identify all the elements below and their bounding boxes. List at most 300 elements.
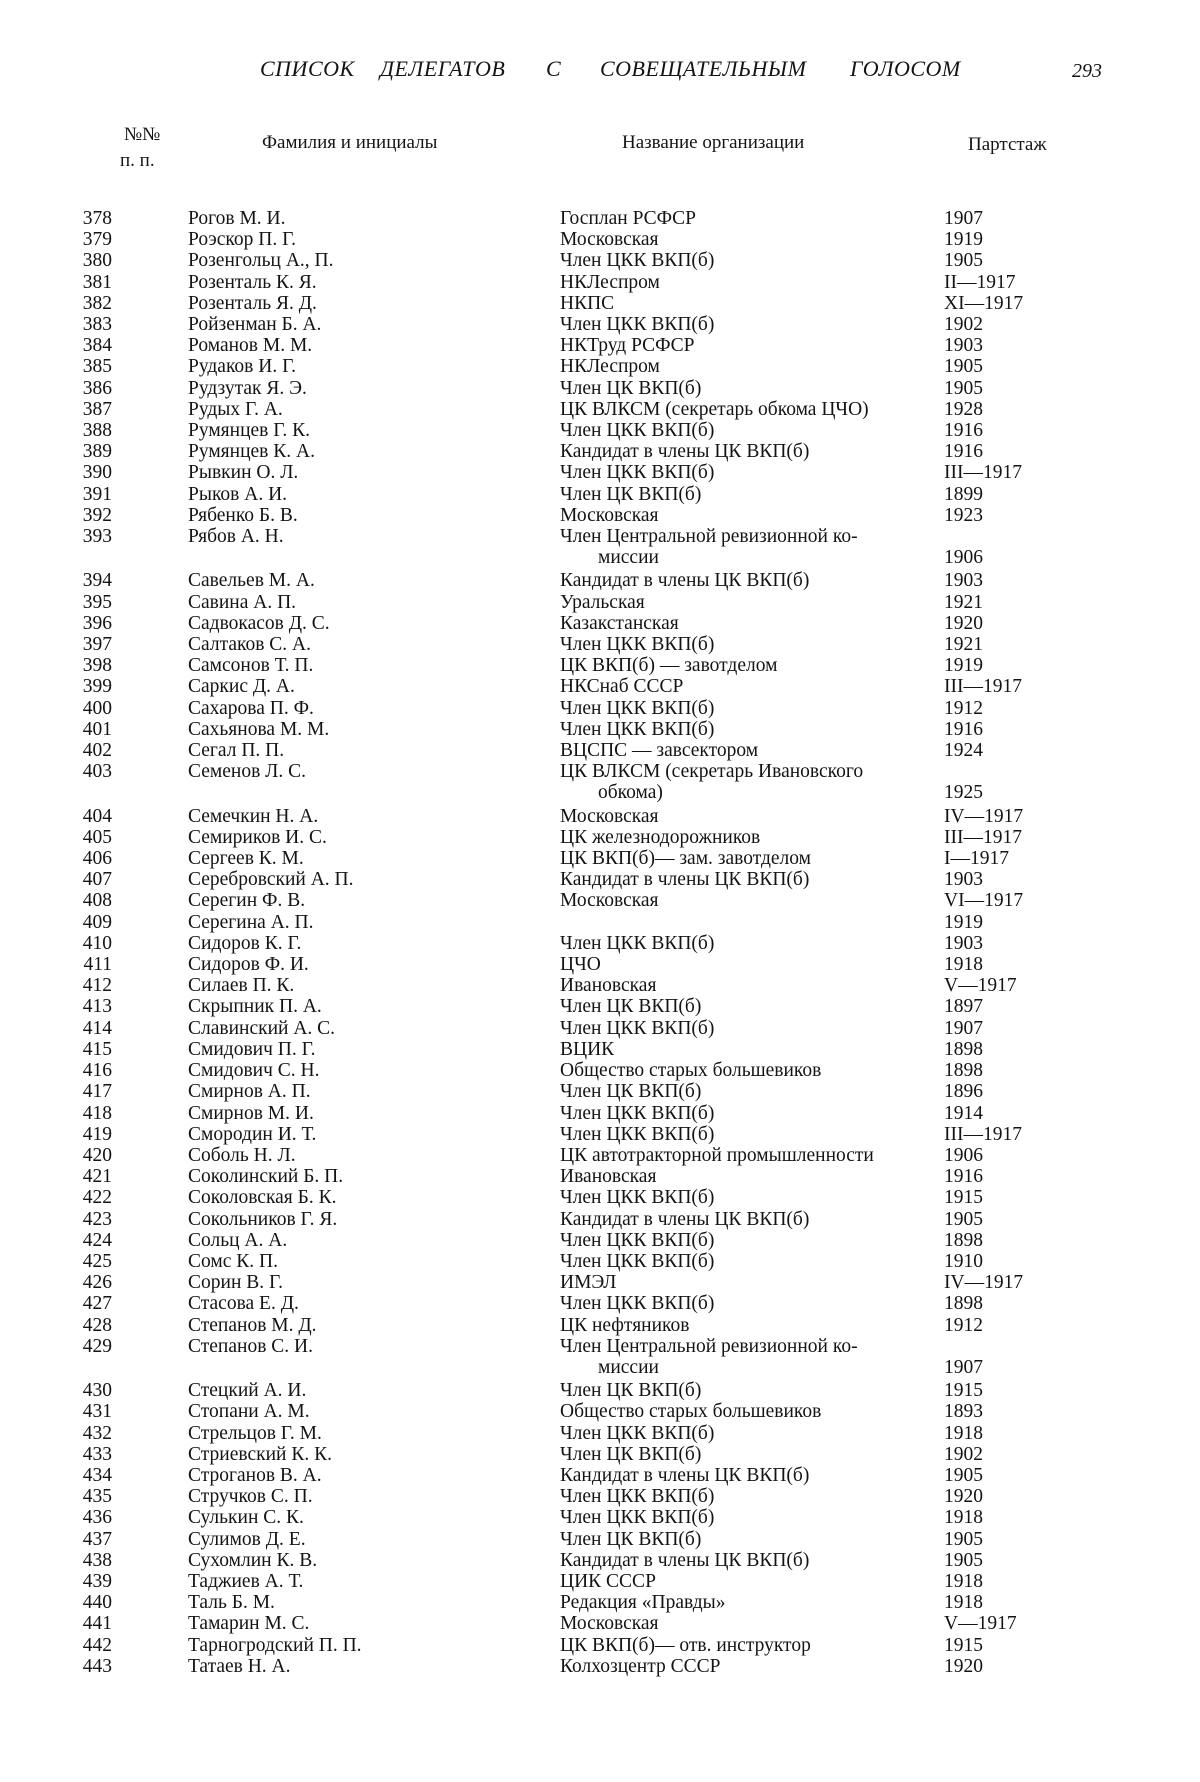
table-row (0, 1187, 1200, 1208)
table-row (0, 1592, 1200, 1613)
table-row (0, 1209, 1200, 1230)
organization (560, 975, 656, 996)
organization (560, 592, 645, 613)
party-membership-since: 1928 (944, 398, 983, 420)
party-membership-since: 1907 (944, 1356, 983, 1378)
organization-line: Кандидат в члены ЦК ВКП(б) (560, 570, 810, 592)
organization-line: Общество старых большевиков (560, 1401, 822, 1423)
row-number: 442 (82, 1634, 112, 1656)
organization (560, 761, 863, 803)
delegate-name: Серегин Ф. В. (188, 890, 306, 912)
row-number: 418 (82, 1102, 112, 1124)
party-membership-since: 1899 (944, 483, 983, 505)
delegate-name: Рябов А. Н. (188, 526, 284, 548)
party-membership-since: 1905 (944, 1208, 983, 1230)
party-membership-since: 1905 (944, 1464, 983, 1486)
organization (560, 1401, 821, 1422)
delegate-name: Стасова Е. Д. (188, 1293, 299, 1315)
table-row (0, 1550, 1200, 1571)
table-row (0, 592, 1200, 613)
organization-line: Член ЦКК ВКП(б) (560, 1422, 715, 1444)
organization-line: Кандидат в члены ЦК ВКП(б) (560, 1464, 810, 1486)
delegate-name: Соколовская Б. К. (188, 1187, 337, 1209)
column-header-org: Название организации (622, 132, 805, 153)
table-row (0, 1060, 1200, 1081)
organization-line-continued: обкома) (598, 782, 663, 804)
organization (560, 848, 811, 869)
organization (560, 1145, 874, 1166)
delegate-name: Сокольников Г. Я. (188, 1208, 338, 1230)
organization (560, 1571, 656, 1592)
table-row (0, 613, 1200, 634)
organization (560, 1336, 858, 1378)
row-number: 423 (82, 1208, 112, 1230)
party-membership-since: 1896 (944, 1081, 983, 1103)
organization (560, 314, 714, 335)
delegate-name: Сулькин С. К. (188, 1507, 304, 1529)
party-membership-since: 1903 (944, 335, 983, 357)
party-membership-since: 1921 (944, 591, 983, 613)
organization (560, 740, 758, 761)
row-number: 428 (82, 1314, 112, 1336)
delegate-name: Стецкий А. И. (188, 1380, 307, 1402)
column-header-num: №№ (124, 124, 161, 145)
row-number: 438 (82, 1549, 112, 1571)
table-row (0, 1444, 1200, 1465)
delegate-name: Сергеев К. М. (188, 848, 304, 870)
row-number: 412 (82, 975, 112, 997)
party-membership-since: 1912 (944, 1314, 983, 1336)
table-row (0, 933, 1200, 954)
organization-line: Член ЦК ВКП(б) (560, 483, 702, 505)
row-number: 389 (82, 441, 112, 463)
table-row (0, 996, 1200, 1017)
organization (560, 613, 679, 634)
organization (560, 1550, 809, 1571)
organization-line: Член ЦКК ВКП(б) (560, 314, 715, 336)
page-number: 293 (1072, 60, 1102, 82)
table-row (0, 1103, 1200, 1124)
organization (560, 356, 660, 377)
row-number: 430 (82, 1380, 112, 1402)
delegate-name: Саркис Д. А. (188, 676, 295, 698)
party-membership-since: 1918 (944, 1570, 983, 1592)
column-header-name: Фамилия и инициалы (262, 132, 438, 153)
organization (560, 1656, 721, 1677)
delegate-name: Смирнов М. И. (188, 1102, 314, 1124)
delegate-name: Семечкин Н. А. (188, 805, 319, 827)
delegate-name: Рывкин О. Л. (188, 462, 299, 484)
table-row (0, 526, 1200, 568)
organization-line: ВЦИК (560, 1038, 615, 1060)
table-row (0, 420, 1200, 441)
organization (560, 1103, 714, 1124)
organization (560, 1592, 725, 1613)
delegate-name: Стрельцов Г. М. (188, 1422, 322, 1444)
party-membership-since: 1920 (944, 1486, 983, 1508)
organization-line: Член ЦКК ВКП(б) (560, 462, 715, 484)
organization-line: ЦК автотракторной промышленности (560, 1144, 874, 1166)
table-row (0, 761, 1200, 803)
row-number: 424 (82, 1229, 112, 1251)
row-number: 439 (82, 1570, 112, 1592)
organization-line: НКСнаб СССР (560, 676, 684, 698)
party-membership-since: IV—1917 (944, 1272, 1024, 1294)
row-number: 384 (82, 335, 112, 357)
organization-line: Член Центральной ревизионной ко- (560, 526, 858, 548)
delegate-name: Сегал П. П. (188, 740, 285, 762)
party-membership-since: 1916 (944, 718, 983, 740)
organization-line: Редакция «Правды» (560, 1592, 726, 1614)
table-row (0, 676, 1200, 697)
delegate-name: Рябенко Б. В. (188, 504, 298, 526)
party-membership-since: 1907 (944, 1017, 983, 1039)
delegate-name: Рогов М. И. (188, 208, 286, 229)
table-row (0, 505, 1200, 526)
row-number: 404 (82, 805, 112, 827)
header-word: С (546, 56, 562, 81)
organization (560, 1380, 701, 1401)
organization-line: Колхозцентр СССР (560, 1655, 721, 1677)
delegate-name: Савельев М. А. (188, 570, 315, 592)
organization (560, 869, 809, 890)
party-membership-since: 1907 (944, 208, 983, 229)
organization-line: Московская (560, 229, 659, 251)
table-row (0, 1293, 1200, 1314)
delegate-name: Славинский А. С. (188, 1017, 336, 1039)
party-membership-since: 1903 (944, 932, 983, 954)
organization-line: Член ЦКК ВКП(б) (560, 1293, 715, 1315)
party-membership-since: 1905 (944, 1549, 983, 1571)
row-number: 393 (82, 526, 112, 548)
organization (560, 293, 614, 314)
organization-line: ЦИК СССР (560, 1570, 656, 1592)
delegate-name: Стриевский К. К. (188, 1443, 332, 1465)
row-number: 400 (82, 697, 112, 719)
table-row (0, 272, 1200, 293)
organization (560, 1529, 701, 1550)
organization-line: Кандидат в члены ЦК ВКП(б) (560, 1208, 810, 1230)
organization-line: Член ЦКК ВКП(б) (560, 634, 715, 656)
delegate-name: Рудаков И. Г. (188, 356, 297, 378)
organization-line: Московская (560, 805, 659, 827)
row-number: 380 (82, 250, 112, 272)
row-number: 427 (82, 1293, 112, 1315)
header-word: СОВЕЩАТЕЛЬНЫМ (600, 56, 807, 81)
organization-line: Казакстанская (560, 612, 679, 634)
party-membership-since: 1893 (944, 1401, 983, 1423)
delegate-name: Сахьянова М. М. (188, 718, 330, 740)
organization (560, 505, 659, 526)
delegate-name: Степанов С. И. (188, 1335, 313, 1357)
column-header-num-sub: п. п. (120, 150, 155, 171)
row-number: 434 (82, 1464, 112, 1486)
row-number: 413 (82, 996, 112, 1018)
row-number: 385 (82, 356, 112, 378)
party-membership-since: 1898 (944, 1038, 983, 1060)
party-membership-since: 1919 (944, 655, 983, 677)
delegate-name: Роэскор П. Г. (188, 229, 297, 251)
delegate-name: Савина А. П. (188, 591, 297, 613)
organization-line: ЦК ВКП(б) — завотделом (560, 655, 778, 677)
organization (560, 933, 714, 954)
delegate-name: Соколинский Б. П. (188, 1166, 344, 1188)
table-row (0, 954, 1200, 975)
table-row (0, 356, 1200, 377)
organization-line: НКПС (560, 292, 615, 314)
header-word: ДЕЛЕГАТОВ (380, 56, 506, 81)
party-membership-since: III—1917 (944, 1123, 1022, 1145)
organization-line: ЦК нефтяников (560, 1314, 690, 1336)
organization (560, 827, 760, 848)
row-number: 403 (82, 761, 112, 783)
organization (560, 335, 694, 356)
organization (560, 1635, 811, 1656)
row-number: 433 (82, 1443, 112, 1465)
table-row (0, 570, 1200, 591)
party-membership-since: 1898 (944, 1060, 983, 1082)
table-row (0, 1230, 1200, 1251)
delegate-name: Скрыпник П. А. (188, 996, 322, 1018)
party-membership-since: 1918 (944, 1592, 983, 1614)
table-row (0, 1315, 1200, 1336)
delegate-name: Ройзенман Б. А. (188, 314, 322, 336)
table-row (0, 1613, 1200, 1634)
party-membership-since: XI—1917 (944, 292, 1024, 314)
party-membership-since: 1898 (944, 1293, 983, 1315)
party-membership-since: III—1917 (944, 462, 1022, 484)
row-number: 402 (82, 740, 112, 762)
row-number: 397 (82, 634, 112, 656)
table-row (0, 1039, 1200, 1060)
table-row (0, 1251, 1200, 1272)
row-number: 420 (82, 1144, 112, 1166)
organization-line: Кандидат в члены ЦК ВКП(б) (560, 1549, 810, 1571)
organization (560, 1272, 616, 1293)
party-membership-since: IV—1917 (944, 805, 1024, 827)
delegate-name: Сорин В. Г. (188, 1272, 283, 1294)
organization (560, 698, 714, 719)
delegate-name: Смидович П. Г. (188, 1038, 316, 1060)
row-number: 396 (82, 612, 112, 634)
table-row (0, 208, 1200, 229)
row-number: 414 (82, 1017, 112, 1039)
organization-line: Член ЦКК ВКП(б) (560, 697, 715, 719)
delegate-name: Семенов Л. С. (188, 761, 307, 783)
organization-line: Общество старых большевиков (560, 1060, 822, 1082)
organization-line: Член ЦК ВКП(б) (560, 1443, 702, 1465)
party-membership-since: III—1917 (944, 676, 1022, 698)
delegate-name: Смидович С. Н. (188, 1060, 320, 1082)
party-membership-since: 1918 (944, 1422, 983, 1444)
table-row (0, 1166, 1200, 1187)
table-row (0, 719, 1200, 740)
organization (560, 570, 809, 591)
organization (560, 1060, 821, 1081)
organization-line: ЦК ВКП(б)— отв. инструктор (560, 1634, 811, 1656)
table-row (0, 250, 1200, 271)
organization-line: Член ЦКК ВКП(б) (560, 1229, 715, 1251)
row-number: 409 (82, 911, 112, 933)
party-membership-since: 1916 (944, 1166, 983, 1188)
table-row (0, 1081, 1200, 1102)
table-row (0, 293, 1200, 314)
party-membership-since: 1918 (944, 954, 983, 976)
organization (560, 890, 659, 911)
organization (560, 954, 601, 975)
row-number: 407 (82, 869, 112, 891)
organization (560, 399, 869, 420)
row-number: 378 (82, 208, 112, 229)
header-word: СПИСОК (260, 56, 355, 81)
party-membership-since: 1916 (944, 441, 983, 463)
row-number: 426 (82, 1272, 112, 1294)
organization (560, 462, 714, 483)
row-number: 387 (82, 398, 112, 420)
row-number: 391 (82, 483, 112, 505)
organization (560, 1230, 714, 1251)
delegate-name: Смородин И. Т. (188, 1123, 317, 1145)
party-membership-since: 1914 (944, 1102, 983, 1124)
table-row (0, 806, 1200, 827)
organization (560, 1187, 714, 1208)
row-number: 425 (82, 1250, 112, 1272)
organization (560, 1124, 714, 1145)
row-number: 431 (82, 1401, 112, 1423)
row-number: 401 (82, 718, 112, 740)
row-number: 435 (82, 1486, 112, 1508)
delegate-name: Соболь Н. Л. (188, 1144, 296, 1166)
delegate-name: Сольц А. А. (188, 1229, 288, 1251)
header-word: ГОЛОСОМ (850, 56, 961, 81)
party-membership-since: 1915 (944, 1634, 983, 1656)
organization (560, 1465, 809, 1486)
organization (560, 634, 714, 655)
table-row (0, 1018, 1200, 1039)
row-number: 408 (82, 890, 112, 912)
organization-line-continued: миссии (598, 547, 659, 569)
party-membership-since: III—1917 (944, 826, 1022, 848)
row-number: 406 (82, 848, 112, 870)
row-number: 405 (82, 826, 112, 848)
organization-line: НКТруд РСФСР (560, 335, 695, 357)
table-row (0, 827, 1200, 848)
table-row (0, 869, 1200, 890)
organization-line: Московская (560, 504, 659, 526)
party-membership-since: 1903 (944, 869, 983, 891)
organization-line: ЦК ВКП(б)— зам. завотделом (560, 848, 812, 870)
party-membership-since: 1912 (944, 697, 983, 719)
row-number: 383 (82, 314, 112, 336)
table-row (0, 462, 1200, 483)
delegate-name: Румянцев К. А. (188, 441, 315, 463)
row-number: 443 (82, 1655, 112, 1677)
row-number: 422 (82, 1187, 112, 1209)
column-header-stazh: Партстаж (968, 134, 1047, 155)
row-number: 432 (82, 1422, 112, 1444)
organization (560, 208, 696, 229)
organization-line: Член ЦКК ВКП(б) (560, 1017, 715, 1039)
table-row (0, 634, 1200, 655)
table-row (0, 1145, 1200, 1166)
organization (560, 1315, 689, 1336)
table-row (0, 378, 1200, 399)
organization (560, 1444, 701, 1465)
table-row (0, 1272, 1200, 1293)
running-header (250, 56, 960, 96)
delegate-name: Сулимов Д. Е. (188, 1528, 306, 1550)
delegate-name: Силаев П. К. (188, 975, 295, 997)
table-row (0, 890, 1200, 911)
party-membership-since: 1921 (944, 634, 983, 656)
table-row (0, 441, 1200, 462)
delegate-name: Серегина А. П. (188, 911, 314, 933)
delegate-name: Стопани А. М. (188, 1401, 310, 1423)
row-number: 437 (82, 1528, 112, 1550)
table-row (0, 848, 1200, 869)
row-number: 410 (82, 932, 112, 954)
organization-line: Член ЦКК ВКП(б) (560, 1123, 715, 1145)
organization (560, 996, 701, 1017)
organization (560, 676, 683, 697)
party-membership-since: V—1917 (944, 975, 1017, 997)
organization (560, 1613, 659, 1634)
organization (560, 229, 659, 250)
delegate-name: Смирнов А. П. (188, 1081, 311, 1103)
row-number: 440 (82, 1592, 112, 1614)
delegate-name: Розенгольц А., П. (188, 250, 334, 272)
row-number: 436 (82, 1507, 112, 1529)
delegate-name: Салтаков С. А. (188, 634, 312, 656)
organization (560, 484, 701, 505)
table-row (0, 1423, 1200, 1444)
organization-line: НКЛеспром (560, 356, 660, 378)
row-number: 415 (82, 1038, 112, 1060)
row-number: 394 (82, 570, 112, 592)
row-number: 411 (83, 954, 112, 976)
row-number: 390 (82, 462, 112, 484)
organization (560, 1507, 714, 1528)
organization-line: Ивановская (560, 975, 657, 997)
delegate-name: Романов М. М. (188, 335, 313, 357)
party-membership-since: 1905 (944, 250, 983, 272)
party-membership-since: VI—1917 (944, 890, 1024, 912)
party-membership-since: 1925 (944, 782, 983, 804)
party-membership-since: 1910 (944, 1250, 983, 1272)
organization-line: Кандидат в члены ЦК ВКП(б) (560, 869, 810, 891)
organization (560, 655, 777, 676)
party-membership-since: 1905 (944, 1528, 983, 1550)
delegate-name: Строганов В. А. (188, 1464, 322, 1486)
organization-line: Член ЦК ВКП(б) (560, 1081, 702, 1103)
organization-line: ЦЧО (560, 954, 601, 976)
organization-line: Кандидат в члены ЦК ВКП(б) (560, 441, 810, 463)
organization-line: ЦК ВЛКСМ (секретарь Ивановского (560, 761, 864, 783)
party-membership-since: 1916 (944, 420, 983, 442)
delegate-name: Сомс К. П. (188, 1250, 278, 1272)
organization-line: НКЛеспром (560, 271, 660, 293)
party-membership-since: 1897 (944, 996, 983, 1018)
delegate-name: Таль Б. М. (188, 1592, 275, 1614)
row-number: 416 (82, 1060, 112, 1082)
organization-line: Член ЦКК ВКП(б) (560, 250, 715, 272)
organization (560, 272, 660, 293)
organization (560, 441, 809, 462)
organization-line: Член ЦКК ВКП(б) (560, 1486, 715, 1508)
organization-line: Член ЦК ВКП(б) (560, 377, 702, 399)
row-number: 429 (82, 1335, 112, 1357)
delegate-name: Сидоров К. Г. (188, 932, 302, 954)
